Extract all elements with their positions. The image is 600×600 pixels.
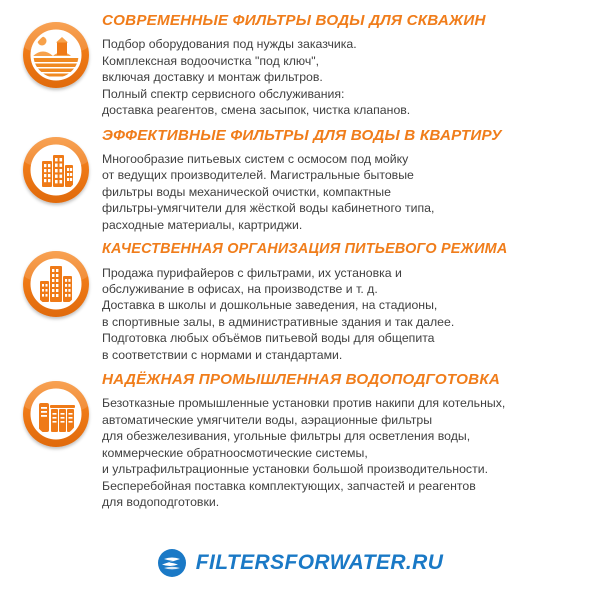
body-line: Подбор оборудования под нужды заказчика.	[102, 37, 357, 52]
section-heading: ЭФФЕКТИВНЫЕ ФИЛЬТРЫ ДЛЯ ВОДЫ В КВАРТИРУ	[102, 126, 502, 144]
section-block	[10, 241, 590, 363]
body-line: расходные материалы, картриджи.	[102, 217, 303, 232]
office-towers-icon	[23, 251, 89, 317]
section-heading: НАДЁЖНАЯ ПРОМЫШЛЕННАЯ ВОДОПОДГОТОВКА	[102, 371, 501, 388]
body-line: обслуживание в офисах, на производстве и т. д.	[102, 281, 378, 296]
body-line: Бесперебойная поставка комплектующих, запчастей и реагентов	[102, 478, 476, 493]
section-icon-container	[10, 12, 102, 88]
section-body	[102, 395, 582, 510]
body-line: для водоподготовки.	[102, 494, 220, 509]
industrial-equipment-icon	[23, 381, 89, 447]
section-icon-container	[10, 127, 102, 203]
section-block	[10, 12, 590, 119]
section-icon-container	[10, 241, 102, 317]
body-line: автоматические умягчители воды, аэрационные фильтры	[102, 412, 433, 427]
section-heading: КАЧЕСТВЕННАЯ ОРГАНИЗАЦИЯ ПИТЬЕВОГО РЕЖИМА	[102, 241, 508, 257]
body-line: Многообразие питьевых систем с осмосом под мойку	[102, 151, 409, 166]
body-line: Безотказные промышленные установки против накипи для котельных,	[102, 396, 506, 411]
body-line: в соответствии с нормами и стандартами.	[102, 347, 343, 362]
body-line: Продажа пурифайеров с фильтрами, их установка и	[102, 265, 402, 280]
body-line: в спортивные залы, в административные здания и так далее.	[102, 314, 455, 329]
section-text	[102, 12, 590, 119]
section-heading: СОВРЕМЕННЫЕ ФИЛЬТРЫ ВОДЫ ДЛЯ СКВАЖИН	[102, 12, 486, 29]
body-line: для обезжелезивания, угольные фильтры для осветления воды,	[102, 429, 471, 444]
body-line: Полный спектр сервисного обслуживания:	[102, 86, 345, 101]
section-icon-container	[10, 371, 102, 447]
body-line: включая доставку и монтаж фильтров.	[102, 70, 323, 85]
body-line: Доставка в школы и дошкольные заведения, на стадионы,	[102, 298, 438, 313]
section-body	[102, 151, 582, 233]
body-line: доставка реагентов, смена засыпок, чистка клапанов.	[102, 103, 411, 118]
section-body	[102, 265, 582, 363]
section-text	[102, 371, 590, 510]
body-line: фильтры-умягчители для жёсткой воды кабинетного типа,	[102, 201, 435, 216]
section-body	[102, 36, 582, 118]
section-text	[102, 241, 590, 363]
section-block	[10, 127, 590, 234]
body-line: Подготовка любых объёмов питьевой воды для общепита	[102, 331, 435, 346]
site-name: FILTERSFORWATER.RU	[195, 551, 444, 574]
water-swirl-logo-icon	[157, 548, 187, 578]
field-farm-icon	[23, 22, 89, 88]
body-line: от ведущих производителей. Магистральные бытовые	[102, 168, 414, 183]
apartment-building-icon	[23, 137, 89, 203]
site-logo[interactable]	[0, 548, 600, 578]
body-line: коммерческие обратноосмотические системы,	[102, 445, 368, 460]
body-line: Комплексная водоочистка "под ключ",	[102, 53, 320, 68]
section-text	[102, 127, 590, 234]
body-line: фильтры воды механической очистки, компактные	[102, 184, 391, 199]
section-block	[10, 371, 590, 510]
body-line: и ультрафильтрационные установки большой производительности.	[102, 462, 488, 477]
